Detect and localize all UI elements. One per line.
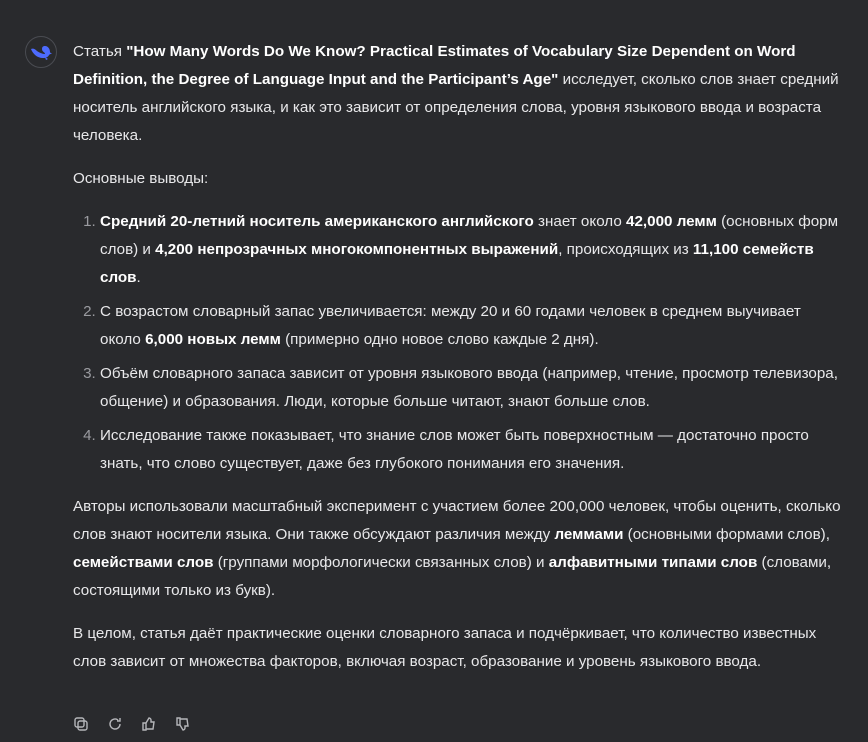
regenerate-icon[interactable] xyxy=(107,714,123,730)
thumbs-up-icon[interactable] xyxy=(141,714,157,730)
bold-text: 4,200 непрозрачных многокомпонентных выражений xyxy=(155,241,559,258)
deepseek-logo-icon xyxy=(30,43,52,61)
assistant-avatar xyxy=(25,36,57,68)
assistant-message xyxy=(73,38,843,691)
bold-text: 11,100 семейств слов xyxy=(100,241,814,286)
list-item xyxy=(100,208,843,292)
intro-paragraph xyxy=(73,38,843,150)
bold-text: леммами xyxy=(554,526,624,543)
thumbs-down-icon[interactable] xyxy=(175,714,191,730)
message-actions xyxy=(73,714,191,730)
bold-text: 6,000 новых лемм xyxy=(145,331,281,348)
text: (основных форм слов) и xyxy=(100,213,839,258)
text: С возрастом словарный запас увеличивается: между 20 и 60 годами человек в среднем выучивает около xyxy=(100,303,801,348)
list-item xyxy=(100,298,843,354)
text: . xyxy=(136,269,141,286)
authors-paragraph xyxy=(73,493,843,605)
bold-text: семействами слов xyxy=(73,554,214,571)
text: Статья xyxy=(73,43,127,60)
findings-heading: Основные выводы: xyxy=(73,170,209,187)
text: Авторы использовали масштабный эксперимент с участием более 200,000 человек, чтобы оценить, сколько слов знают носители языка. Они также обсуждают различия между xyxy=(73,498,841,543)
text: (словами, состоящими только из букв). xyxy=(73,554,832,599)
article-title: "How Many Words Do We Know? Practical Estimates of Vocabulary Size Dependent on Word Definition, the Degree of Language Input and the Participant’s Age" xyxy=(73,43,796,88)
bold-text: алфавитными типами слов xyxy=(548,554,758,571)
bold-text: 42,000 лемм xyxy=(626,213,717,230)
findings-list xyxy=(73,208,843,478)
copy-icon[interactable] xyxy=(73,714,89,730)
text: Объём словарного запаса зависит от уровня языкового ввода (например, чтение, просмотр телевизора, общение) и образования. Люди, которые больше читают, знают больше слов. xyxy=(100,365,838,410)
text: знает около xyxy=(533,213,627,230)
conclusion-paragraph: В целом, статья даёт практические оценки словарного запаса и подчёркивает, что количество известных слов зависит от множества факторов, включая возраст, образование и уровень языкового ввода. xyxy=(73,625,817,670)
text: , происходящих из xyxy=(558,241,693,258)
text: (примерно одно новое слово каждые 2 дня). xyxy=(280,331,599,348)
list-item xyxy=(100,360,843,416)
text: Исследование также показывает, что знание слов может быть поверхностным — достаточно просто знать, что слово существует, даже без глубокого понимания его значения. xyxy=(100,427,809,472)
text: (основными формами слов), xyxy=(623,526,830,543)
text: исследует, сколько слов знает средний носитель английского языка, и как это зависит от определения слова, уровня языкового ввода и возраста человека. xyxy=(73,71,839,144)
bold-text: Средний 20-летний носитель американского английского xyxy=(100,213,534,230)
text: (группами морфологически связанных слов) и xyxy=(213,554,549,571)
list-item xyxy=(100,422,843,478)
